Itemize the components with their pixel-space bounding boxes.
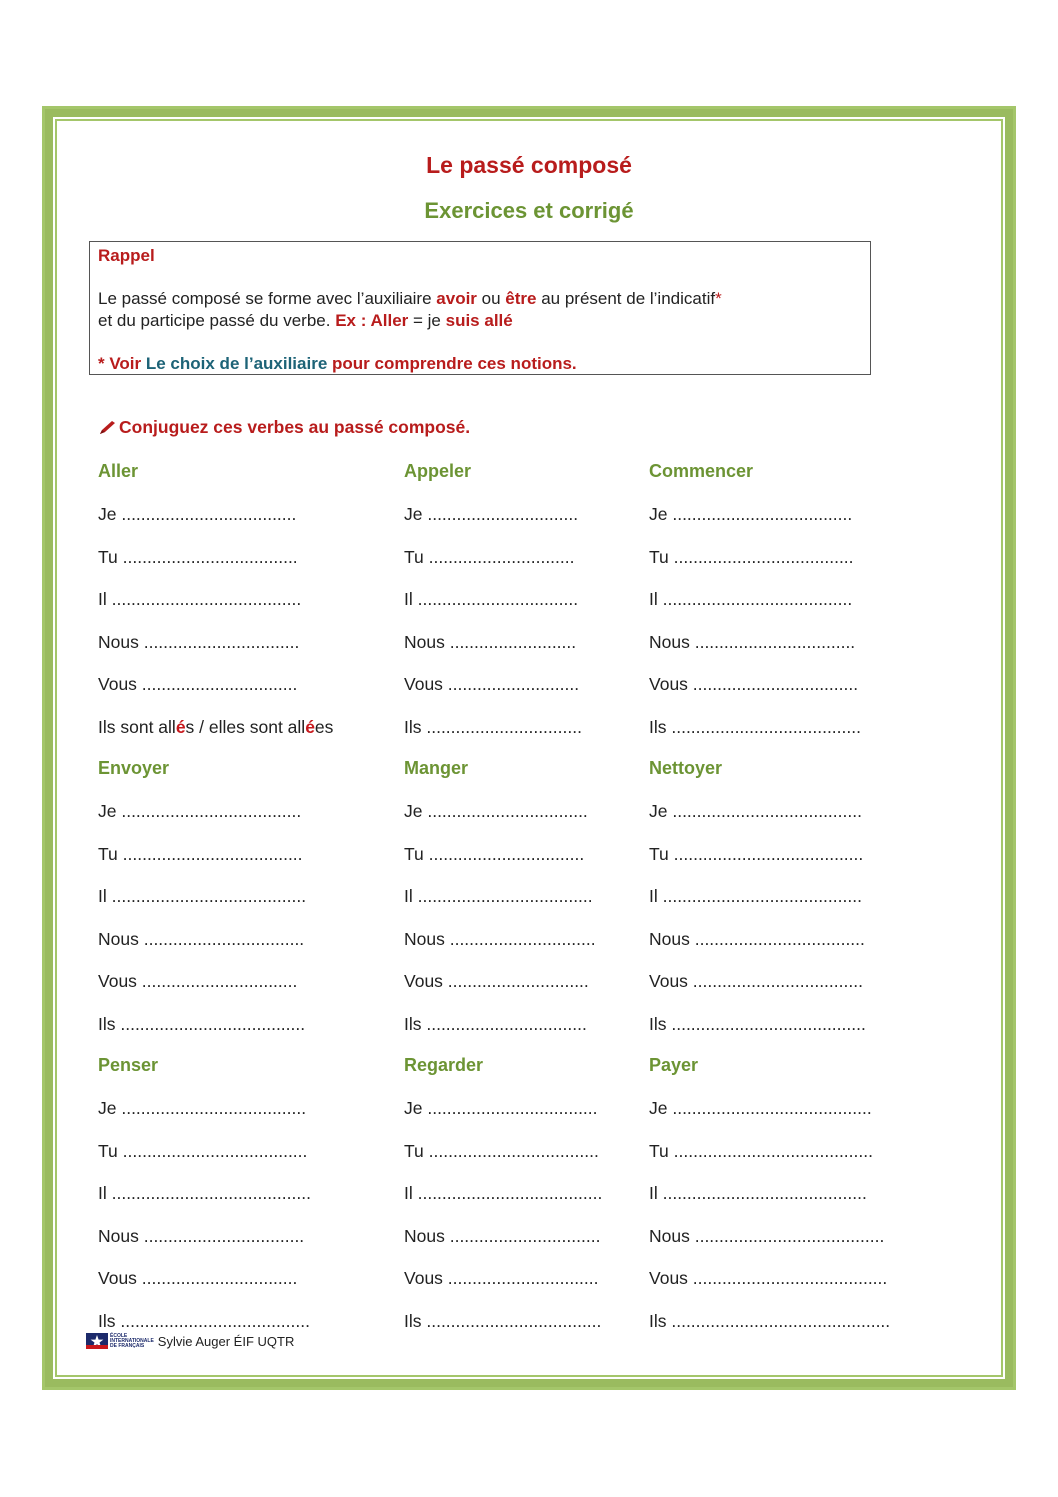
note-text: pour comprendre ces notions. [327, 354, 577, 373]
conjugation-line[interactable]: Il .......................................... [649, 1183, 867, 1203]
rappel-text: = je [408, 311, 446, 330]
footer [86, 1331, 294, 1351]
example-answer: suis allé [445, 311, 513, 330]
verb-heading: Regarder [404, 1055, 484, 1075]
conjugation-line[interactable]: Nous ................................ [98, 632, 300, 652]
star-flag-icon [86, 1331, 108, 1351]
conjugation-line[interactable]: Tu ...................................... [98, 1141, 308, 1161]
logo-text [110, 1334, 154, 1349]
example-answer-line [98, 717, 333, 738]
conjugation-line[interactable]: Je ............................... [404, 504, 579, 524]
conjugation-line[interactable]: Tu ................................... [404, 1141, 599, 1161]
conjugation-line[interactable]: Je ...................................... [98, 1098, 307, 1118]
rappel-line-1 [98, 288, 862, 310]
example-label: Ex : Aller [335, 311, 409, 330]
conjugation-line[interactable]: Il ....................................... [649, 589, 853, 609]
logo-text-line: ÉCOLE [110, 1332, 128, 1339]
rappel-text: et du participe passé du verbe. [98, 311, 336, 330]
conjugation-line[interactable]: Tu ................................ [404, 844, 585, 864]
verb-heading: Commencer [649, 461, 754, 481]
footnote-star: * [715, 289, 722, 308]
conjugation-line[interactable]: Il ......................................... [649, 886, 862, 906]
rappel-text: au présent de l’indicatif [536, 289, 716, 308]
conjugation-line[interactable]: Tu .............................. [404, 547, 575, 567]
conjugation-line[interactable]: Ils ................................. [404, 1014, 587, 1034]
conjugation-line[interactable]: Nous ....................................... [649, 1226, 885, 1246]
verb-heading: Envoyer [98, 758, 170, 778]
page-subtitle: Exercices et corrigé [424, 198, 634, 223]
agreement-letter: é [305, 717, 315, 737]
rappel-text: ou [476, 289, 506, 308]
conjugation-line[interactable]: Ils ................................ [404, 717, 582, 737]
conjugation-line[interactable]: Tu ......................................... [649, 1141, 873, 1161]
conjugation-line[interactable]: Je ....................................... [649, 801, 862, 821]
page-title: Le passé composé [426, 152, 632, 178]
school-logo [86, 1331, 154, 1351]
conjugation-line[interactable]: Je ..................................... [98, 801, 302, 821]
conjugation-line[interactable]: Il .................................... [404, 886, 593, 906]
instruction-text: Conjuguez ces verbes au passé composé. [119, 417, 471, 437]
conjugation-line[interactable]: Vous ........................................ [649, 1268, 888, 1288]
note-text: * Voir [98, 354, 146, 373]
conjugation-line[interactable]: Nous ................................. [98, 929, 305, 949]
verb-heading: Aller [98, 461, 139, 481]
conjugation-line[interactable]: Il ....................................... [98, 589, 302, 609]
rappel-heading: Rappel [98, 246, 155, 265]
conjugation-line[interactable]: Tu ....................................... [649, 844, 864, 864]
conjugation-line[interactable]: Il ................................. [404, 589, 579, 609]
conjugation-line[interactable]: Ils ............................................. [649, 1311, 891, 1331]
rappel-note [98, 353, 862, 375]
conjugation-line[interactable]: Nous ................................. [649, 632, 856, 652]
conjugation-line[interactable]: Tu .................................... [98, 547, 298, 567]
author-credit: Sylvie Auger ÉIF UQTR [157, 1333, 295, 1349]
conjugation-line[interactable]: Vous ............................. [404, 971, 589, 991]
conjugation-line[interactable]: Ils ....................................... [98, 1311, 310, 1331]
conjugation-line[interactable]: Je .................................... [98, 504, 297, 524]
rappel-box [89, 241, 871, 375]
conjugation-line[interactable]: Nous .............................. [404, 929, 596, 949]
conjugation-line[interactable]: Nous ................................... [649, 929, 865, 949]
logo-text-line: INTERNATIONALE [110, 1337, 154, 1344]
verb-heading: Payer [649, 1055, 699, 1075]
conjugation-line[interactable]: Je ..................................... [649, 504, 853, 524]
conjugation-line[interactable]: Il ........................................ [98, 886, 307, 906]
answer-text: s / elles sont all [185, 717, 306, 737]
verb-heading: Penser [98, 1055, 159, 1075]
conjugation-line[interactable]: Vous .................................. [649, 674, 859, 694]
agreement-letter: é [175, 717, 186, 737]
verb-heading: Nettoyer [649, 758, 723, 778]
etre-keyword: être [505, 289, 537, 308]
conjugation-line[interactable]: Vous ................................ [98, 674, 298, 694]
instruction [98, 417, 470, 438]
conjugation-line[interactable]: Nous ................................. [98, 1226, 305, 1246]
conjugation-line[interactable]: Je ................................. [404, 801, 588, 821]
conjugation-line[interactable]: Je ......................................... [649, 1098, 872, 1118]
rappel-line-2 [98, 310, 862, 332]
rappel-text: Le passé composé se forme avec l’auxiliaire [98, 289, 437, 308]
conjugation-line[interactable]: Il ...................................... [404, 1183, 603, 1203]
avoir-keyword: avoir [436, 289, 477, 308]
conjugation-line[interactable]: Ils ...................................... [98, 1014, 306, 1034]
conjugation-line[interactable]: Nous ............................... [404, 1226, 601, 1246]
conjugation-line[interactable]: Tu ..................................... [649, 547, 854, 567]
conjugation-line[interactable]: Vous ................................ [98, 971, 298, 991]
conjugation-line[interactable]: Il ......................................... [98, 1183, 311, 1203]
pencil-icon [98, 420, 116, 436]
conjugation-line[interactable]: Vous ................................... [649, 971, 863, 991]
answer-text: es [314, 717, 334, 737]
auxiliaire-link[interactable]: Le choix de l’auxiliaire [145, 354, 328, 373]
answer-text: Ils sont all [98, 717, 176, 737]
conjugation-line[interactable]: Nous .......................... [404, 632, 577, 652]
verb-heading: Appeler [404, 461, 472, 481]
logo-text-line: DE FRANÇAIS [110, 1342, 145, 1349]
conjugation-line[interactable]: Je ................................... [404, 1098, 598, 1118]
conjugation-line[interactable]: Ils ....................................... [649, 717, 861, 737]
conjugation-line[interactable]: Ils ........................................ [649, 1014, 866, 1034]
conjugation-line[interactable]: Ils .................................... [404, 1311, 602, 1331]
conjugation-line[interactable]: Vous ................................ [98, 1268, 298, 1288]
verb-heading: Manger [404, 758, 469, 778]
conjugation-line[interactable]: Vous ............................... [404, 1268, 599, 1288]
conjugation-line[interactable]: Vous ........................... [404, 674, 580, 694]
conjugation-line[interactable]: Tu ..................................... [98, 844, 303, 864]
